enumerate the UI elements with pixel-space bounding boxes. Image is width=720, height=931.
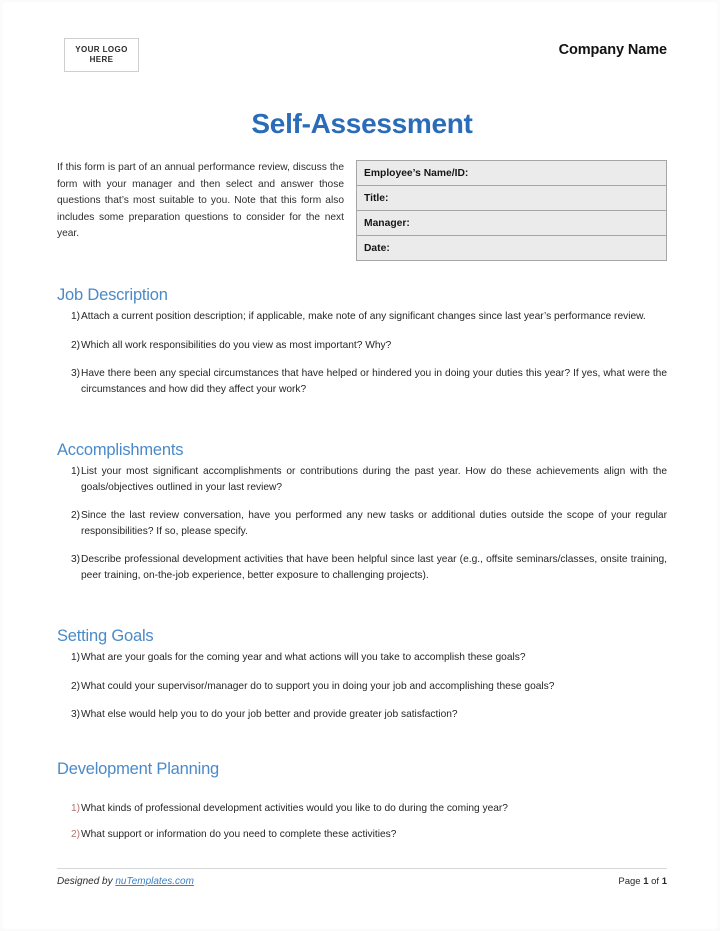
- list-item: [57, 309, 667, 325]
- list-item: [57, 827, 667, 843]
- list-item-number: 2): [71, 339, 81, 351]
- page-current: 1: [643, 876, 649, 887]
- list-item-text: Have there been any special circumstances that have helped or hindered you in doing your duties this year? If yes, what were the circumstances and how did they affect your work?: [81, 368, 667, 395]
- list-item-text: Describe professional development activities that have been helpful since last year (e.g., offsite seminars/classes, onsite training, peer training, on-the-job experience, better exposure to challenging projects).: [81, 554, 667, 581]
- list-item-number: 1): [71, 803, 81, 814]
- list-item: [57, 801, 667, 817]
- list-item-number: 2): [71, 828, 81, 840]
- section-setting-goals: [57, 627, 667, 723]
- list-item-text: What are your goals for the coming year and what actions will you take to accomplish these goals?: [81, 652, 526, 663]
- intro-paragraph: If this form is part of an annual performance review, discuss the form with your manager and then select and answer those questions that’s most suitable to you. Note that this form also includes some preparation questions to consider for the next year.: [57, 162, 344, 240]
- list-item: [57, 679, 667, 695]
- section-development-planning: [57, 760, 667, 852]
- field-date[interactable]: Date:: [357, 236, 667, 261]
- document-footer: [57, 868, 667, 887]
- section-heading: Setting Goals: [57, 627, 154, 645]
- question-list: [57, 801, 667, 842]
- list-item-text: Attach a current position description; if applicable, make note of any significant changes since last year’s performance review.: [81, 311, 646, 322]
- field-manager[interactable]: Manager:: [357, 211, 667, 236]
- list-item: [57, 650, 667, 666]
- section-accomplishments: [57, 441, 667, 583]
- table-row[interactable]: [357, 161, 667, 186]
- list-item: [57, 508, 667, 539]
- list-item: [57, 464, 667, 495]
- list-item-number: 1): [71, 466, 81, 477]
- page-total: 1: [661, 876, 667, 887]
- table-row[interactable]: [357, 211, 667, 236]
- list-item-number: 3): [71, 709, 81, 720]
- list-item: [57, 338, 667, 354]
- list-item-text: What kinds of professional development activities would you like to do during the coming year?: [81, 803, 508, 814]
- question-list: [57, 464, 667, 583]
- document-header: [57, 0, 667, 98]
- credit-line: [57, 876, 194, 887]
- page-number: [618, 876, 667, 887]
- list-item-text: Since the last review conversation, have you performed any new tasks or additional duties outside the scope of your regular responsibilities? If so, please specify.: [81, 510, 667, 537]
- field-title[interactable]: Title:: [357, 186, 667, 211]
- list-item-text: What else would help you to do your job better and provide greater job satisfaction?: [81, 709, 458, 720]
- page-middle: of: [648, 876, 662, 887]
- table-row[interactable]: [357, 186, 667, 211]
- employee-info-table: [356, 160, 667, 261]
- page-content: [57, 0, 667, 887]
- question-list: [57, 309, 667, 397]
- list-item: [57, 552, 667, 583]
- list-item-number: 2): [71, 680, 81, 692]
- section-heading: Development Planning: [57, 760, 220, 778]
- question-list: [57, 650, 667, 723]
- logo-line-2: HERE: [89, 55, 114, 64]
- section-heading: Accomplishments: [57, 441, 184, 459]
- page-title: Self-Assessment: [251, 108, 473, 139]
- list-item-text: What support or information do you need to complete these activities?: [81, 828, 397, 840]
- section-heading: Job Description: [57, 286, 168, 304]
- nutemplates-link[interactable]: nuTemplates.com: [115, 876, 194, 887]
- company-name: Company Name: [558, 42, 667, 58]
- list-item-number: 1): [71, 652, 81, 663]
- list-item: [57, 366, 667, 397]
- list-item-number: 1): [71, 311, 81, 322]
- page-prefix: Page: [618, 876, 644, 887]
- list-item-text: Which all work responsibilities do you view as most important? Why?: [81, 339, 392, 351]
- table-row[interactable]: [357, 236, 667, 261]
- list-item-text: List your most significant accomplishments or contributions during the past year. How do these achievements align with the goals/objectives outlined in your last review?: [81, 466, 667, 493]
- credit-prefix: Designed by: [57, 876, 116, 887]
- field-employee-name-id[interactable]: Employee’s Name/ID:: [357, 161, 667, 186]
- employee-info-table-body: [357, 161, 667, 261]
- section-job-description: [57, 286, 667, 397]
- logo-line-1: YOUR LOGO: [75, 45, 128, 55]
- list-item-number: 3): [71, 368, 81, 379]
- logo-placeholder: [64, 38, 139, 72]
- list-item-number: 2): [71, 510, 81, 521]
- list-item-number: 3): [71, 554, 81, 565]
- intro-row: [57, 160, 667, 261]
- list-item: [57, 707, 667, 723]
- list-item-text: What could your supervisor/manager do to support you in doing your job and accomplishing these goals?: [81, 680, 555, 692]
